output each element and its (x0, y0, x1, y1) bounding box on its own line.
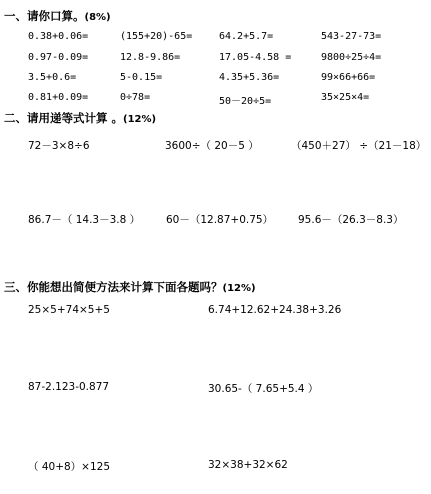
problem-1-13: 0.81+0.09= (28, 92, 89, 103)
problem-1-14: 0÷78= (120, 92, 151, 103)
problem-2-6: 95.6－（26.3－8.3） (298, 214, 404, 226)
problem-1-8: 9800÷25÷4= (321, 52, 382, 63)
problem-2-4: 86.7－（ 14.3－3.8 ） (28, 214, 141, 226)
problem-2-1: 72－3×8÷6 (28, 140, 90, 152)
section1-heading (4, 8, 111, 24)
problem-1-3: 64.2+5.7= (219, 31, 274, 42)
problem-1-5: 0.97-0.09= (28, 52, 89, 63)
problem-1-16: 35×25×4= (321, 92, 370, 103)
section3-title: 三、你能想出简便方法来计算下面各题吗？ (4, 280, 223, 294)
section2-title: 二、请用递等式计算 。 (4, 111, 124, 125)
problem-1-10: 5-0.15= (120, 72, 163, 83)
section2-points: (12%) (123, 114, 157, 125)
section1-points: (8%) (84, 12, 111, 23)
problem-1-15: 50－20÷5= (219, 96, 272, 107)
problem-3-3: 87-2.123-0.877 (28, 381, 110, 393)
section3-points: (12%) (222, 283, 256, 294)
problem-3-2: 6.74+12.62+24.38+3.26 (208, 304, 342, 316)
problem-3-4: 30.65-（ 7.65+5.4 ） (208, 383, 319, 395)
problem-1-12: 99×66+66= (321, 72, 376, 83)
problem-1-2: (155+20)-65= (120, 31, 193, 42)
problem-1-1: 0.38+0.06= (28, 31, 89, 42)
problem-2-5: 60－（12.87+0.75） (166, 214, 274, 226)
problem-1-9: 3.5+0.6= (28, 72, 77, 83)
problem-1-4: 543-27-73= (321, 31, 382, 42)
problem-1-6: 12.8-9.86= (120, 52, 181, 63)
problem-1-7: 17.05-4.58 = (219, 52, 292, 63)
problem-3-5: （ 40+8）×125 (28, 461, 111, 473)
section2-heading (4, 110, 156, 126)
problem-1-11: 4.35+5.36= (219, 72, 280, 83)
problem-2-2: 3600÷（ 20－5 ） (165, 140, 259, 152)
section3-heading (4, 279, 256, 295)
problem-3-6: 32×38+32×62 (208, 459, 288, 471)
problem-2-3: （450＋27） ÷（21－18） (291, 140, 427, 152)
problem-3-1: 25×5+74×5+5 (28, 304, 110, 316)
section1-title: 一、请你口算。 (4, 9, 85, 23)
